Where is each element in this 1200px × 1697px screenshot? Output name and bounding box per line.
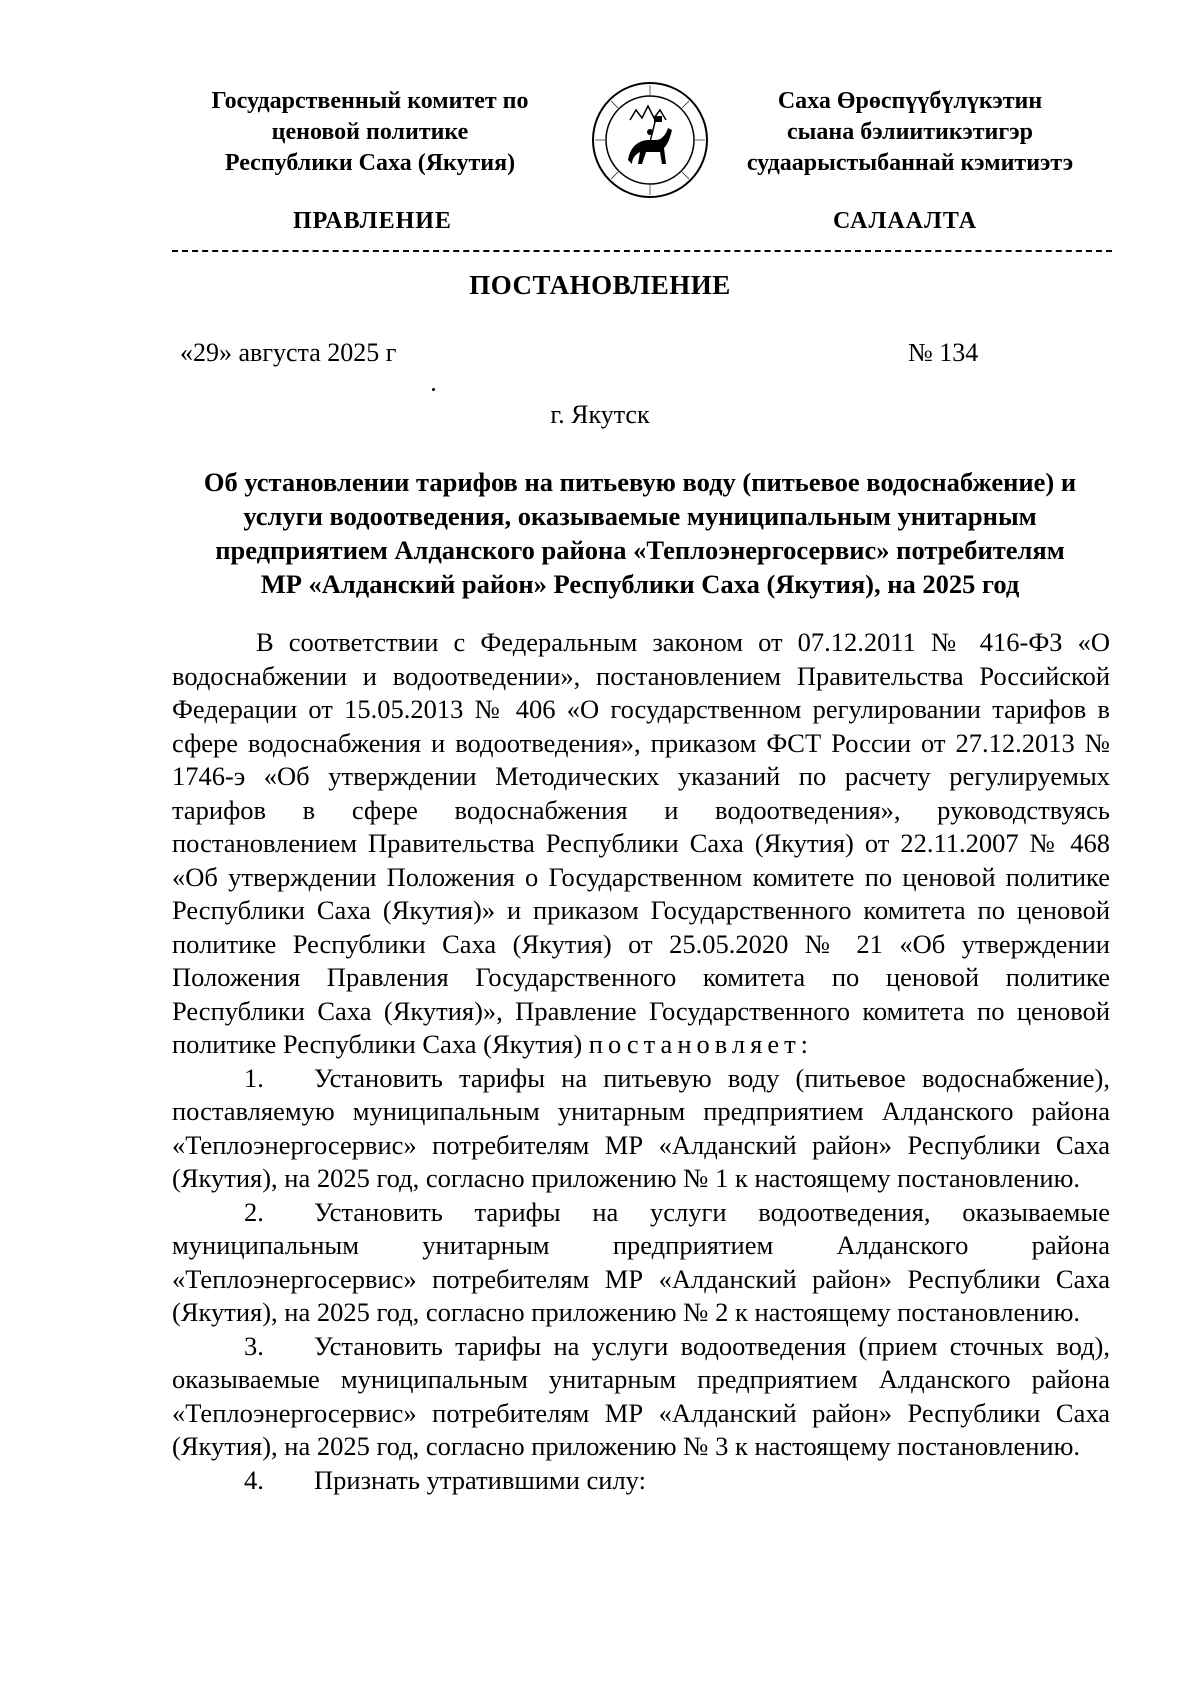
- title-line: Об установлении тарифов на питьевую воду (питьевое водоснабжение) и: [203, 467, 1077, 497]
- document-body: [172, 626, 1110, 1497]
- issuer-name-yakut: [700, 86, 1120, 179]
- title-line: МР «Алданский район» Республики Саха (Якутия), на 2025 год: [260, 569, 1020, 599]
- preamble-paragraph: [172, 626, 1110, 1062]
- list-item: [172, 1196, 1110, 1330]
- issuer-line: сыана бэлиитикэтигэр: [786, 119, 1033, 145]
- item-text: Установить тарифы на услуги водоотведения (прием сточных вод), оказываемые муниципальным унитарным предприятием Алданского района «Теплоэнергосервис» потребителям МР «Алданский район» Республики Саха (Якутия), на 2025 год, согласно приложению № 3 к настоящему постановлению.: [172, 1330, 1110, 1461]
- item-number: 1.: [244, 1062, 264, 1093]
- item-number: 3.: [244, 1330, 264, 1361]
- issuer-name-russian: [170, 86, 570, 179]
- issuer-line: Государственный комитет по: [211, 88, 529, 114]
- document-number: № 134: [908, 338, 979, 367]
- coat-of-arms-icon: [590, 80, 710, 200]
- list-item: [172, 1062, 1110, 1196]
- item-text: Установить тарифы на питьевую воду (питьевое водоснабжение), поставляемую муниципальным унитарным предприятием Алданского района «Теплоэнергосервис» потребителям МР «Алданский район» Республики Саха (Якутия), на 2025 год, согласно приложению № 1 к настоящему постановлению.: [172, 1062, 1110, 1193]
- resolves-word: постановляет:: [588, 1029, 814, 1059]
- document-title: [160, 465, 1120, 601]
- list-item: [172, 1464, 1110, 1498]
- issuer-line: Саха Өрөспүүбүлүкэтин: [777, 88, 1043, 114]
- board-label-yakut: САЛААЛТА: [833, 208, 978, 234]
- document-type: ПОСТАНОВЛЕНИЕ: [469, 270, 731, 300]
- header-divider: [172, 250, 1112, 252]
- issuer-line: ценовой политике: [271, 119, 469, 145]
- issuer-line: Республики Саха (Якутия): [224, 150, 516, 176]
- item-number: 4.: [244, 1464, 264, 1495]
- item-text: Признать утратившими силу:: [314, 1464, 646, 1495]
- stray-dot: [432, 388, 435, 391]
- item-text: Установить тарифы на услуги водоотведения, оказываемые муниципальным унитарным предприятием Алданского района «Теплоэнергосервис» потребителям МР «Алданский район» Республики Саха (Якутия), на 2025 год, согласно приложению № 2 к настоящему постановлению.: [172, 1196, 1110, 1327]
- title-line: предприятием Алданского района «Теплоэнергосервис» потребителям: [215, 535, 1065, 565]
- document-date: «29» августа 2025 г: [180, 338, 397, 367]
- issuer-line: судаарыстыбаннай кэмитиэтэ: [746, 150, 1074, 176]
- title-line: услуги водоотведения, оказываемые муниципальным унитарным: [243, 501, 1037, 531]
- list-item: [172, 1330, 1110, 1464]
- document-city: г. Якутск: [550, 400, 650, 429]
- board-label-russian: ПРАВЛЕНИЕ: [293, 208, 452, 234]
- preamble-text: В соответствии с Федеральным законом от 07.12.2011 № 416-ФЗ «О водоснабжении и водоотведении», постановлением Правительства Российской Федерации от 15.05.2013 № 406 «О государственном регулировании тарифов в сфере водоснабжения и водоотведения», приказом ФСТ России от 27.12.2013 № 1746-э «Об утверждении Методических указаний по расчету регулируемых тарифов в сфере водоснабжения и водоотведения», руководствуясь постановлением Правительства Республики Саха (Якутия) от 22.11.2007 № 468 «Об утверждении Положения о Государственном комитете по ценовой политике Республики Саха (Якутия)» и приказом Государственного комитета по ценовой политике Республики Саха (Якутия) от 25.05.2020 № 21 «Об утверждении Положения Правления Государственного комитета по ценовой политике Республики Саха (Якутия)», Правление Государственного комитета по ценовой политике Республики Саха (Якутия): [172, 627, 1110, 1059]
- item-number: 2.: [244, 1196, 264, 1227]
